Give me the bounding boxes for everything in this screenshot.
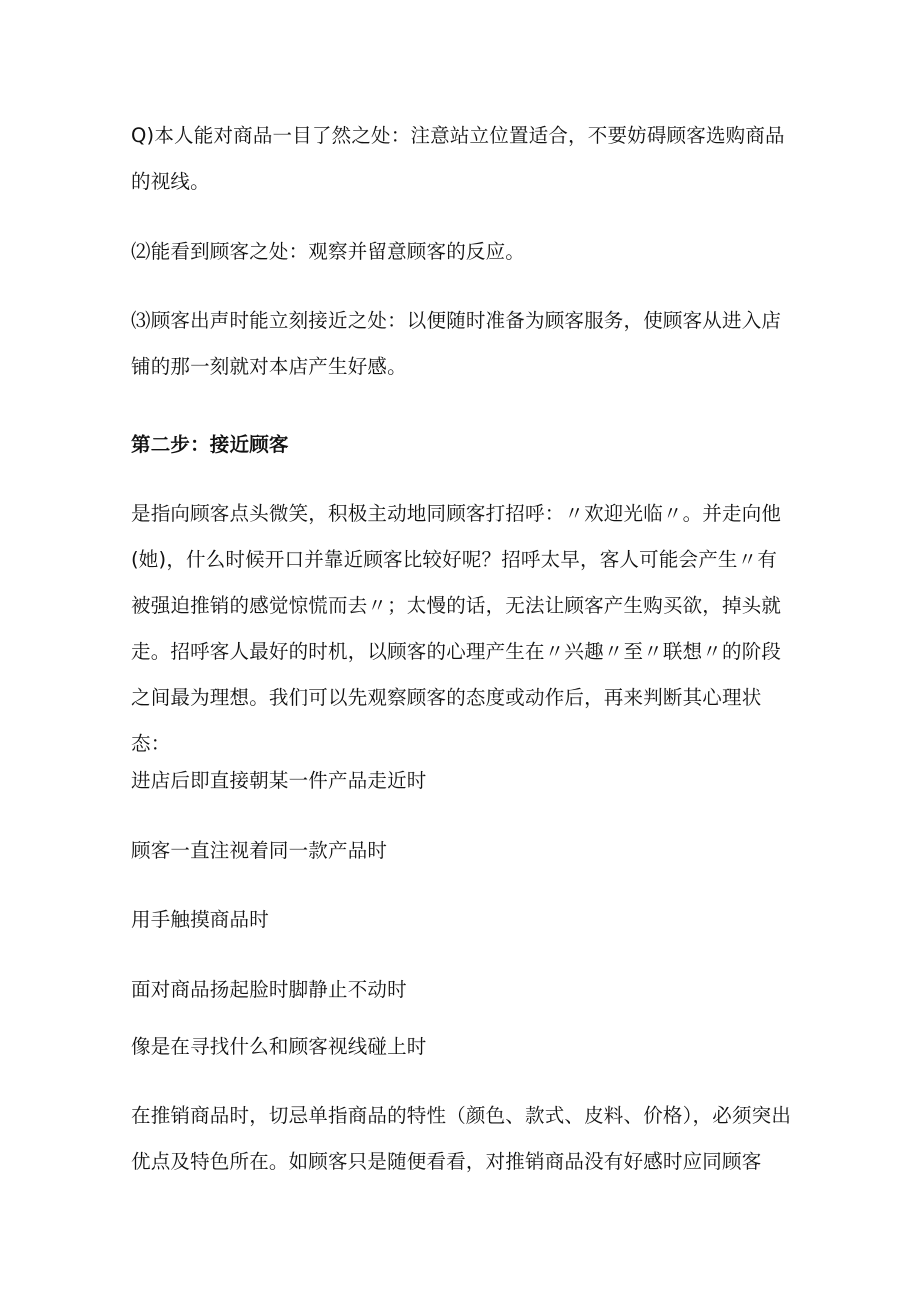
paragraph-position-1: Q)本人能对商品一目了然之处：注意站立位置适合，不要妨碍顾客选购商品的视线。 (131, 124, 785, 193)
list-item: 用手触摸商品时 (131, 908, 269, 931)
list-item: 进店后即直接朝某一件产品走近时 (131, 769, 427, 792)
section-heading: 第二步：接近顾客 (131, 433, 289, 456)
paragraph-selling-tips: 在推销商品时，切忌单指商品的特性（颜色、款式、皮料、价格），必须突出优点及特色所在。如顾客只是随便看看，对推销商品没有好感时应同顾客 (131, 1104, 792, 1173)
paragraph-position-2: ⑵能看到顾客之处：观察并留意顾客的反应。 (131, 240, 526, 263)
list-item: 顾客一直注视着同一款产品时 (131, 839, 388, 862)
list-item: 面对商品扬起脸时脚静止不动时 (131, 978, 407, 1001)
paragraph-position-3: ⑶顾客出声时能立刻接近之处：以便随时准备为顾客服务，使顾客从进入店铺的那一刻就对本店产生好感。 (131, 309, 782, 378)
list-item: 像是在寻找什么和顾客视线碰上时 (131, 1035, 427, 1058)
paragraph-approach-description: 是指向顾客点头微笑，积极主动地同顾客打招呼：〃欢迎光临〃。并走向他(她)，什么时候开口并靠近顾客比较好呢？招呼太早，客人可能会产生〃有被强迫推销的感觉惊慌而去〃；太慢的话，无法让顾客产生购买欲，掉头就走。招呼客人最好的时机，以顾客的心理产生在〃兴趣〃至〃联想〃的阶段之间最为理想。我们可以先观察顾客的态度或动作后，再来判断其心理状态： (131, 502, 782, 755)
